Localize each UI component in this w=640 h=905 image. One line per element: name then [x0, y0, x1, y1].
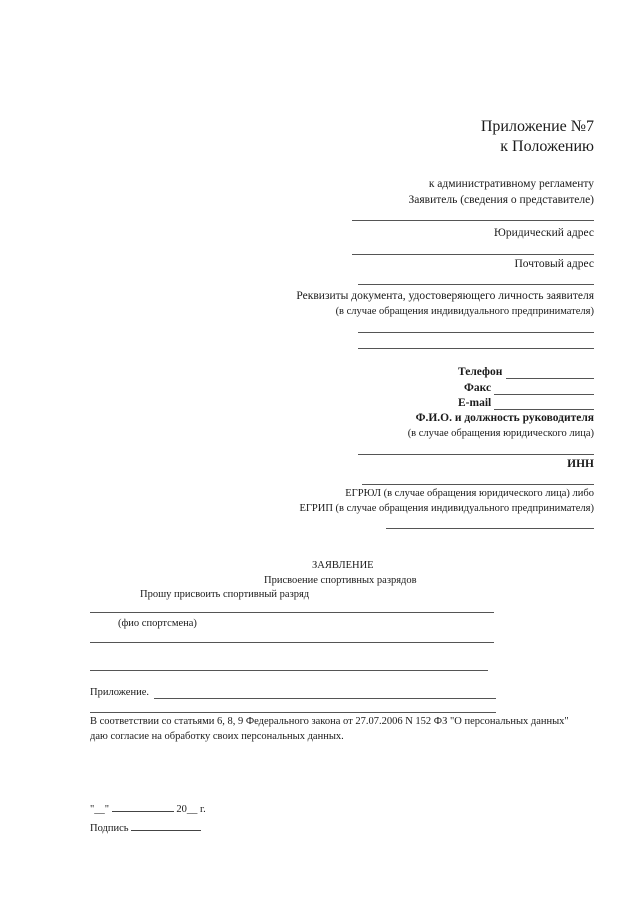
- phone-label: Телефон: [458, 366, 503, 378]
- postal-address-label: Почтовый адрес: [514, 258, 594, 270]
- consent-line-2: даю согласие на обработку своих персональных данных.: [90, 731, 344, 742]
- date-year-prefix: 20: [176, 804, 187, 815]
- athlete-line-2[interactable]: [90, 670, 488, 671]
- id-document-line-1[interactable]: [358, 332, 594, 333]
- phone-line[interactable]: [506, 378, 594, 379]
- signature-blank[interactable]: [131, 819, 201, 831]
- athlete-line-1[interactable]: [90, 642, 494, 643]
- date-year-suffix: __ г.: [186, 804, 206, 815]
- egrul-label: ЕГРЮЛ (в случае обращения юридического лица) либо: [345, 488, 594, 499]
- signature-label: Подпись: [90, 823, 129, 834]
- statement-title: ЗАЯВЛЕНИЕ: [312, 560, 374, 571]
- id-document-note: (в случае обращения индивидуального предпринимателя): [335, 306, 594, 317]
- inn-line[interactable]: [362, 484, 594, 485]
- statement-subtitle: Присвоение спортивных разрядов: [264, 575, 417, 586]
- attachment-label: Приложение.: [90, 687, 149, 698]
- legal-address-line[interactable]: [352, 254, 594, 255]
- date-open-quote: ": [90, 804, 95, 815]
- consent-line-1: В соответствии со статьями 6, 8, 9 Федерального закона от 27.07.2006 N 152 ФЗ "О персональных данных": [90, 716, 569, 727]
- id-document-label: Реквизиты документа, удостоверяющего личность заявителя: [296, 290, 594, 302]
- date-close-quote: ": [104, 804, 110, 815]
- applicant-label: Заявитель (сведения о представителе): [408, 194, 594, 206]
- applicant-line[interactable]: [352, 220, 594, 221]
- athlete-name-caption: (фио спортсмена): [118, 618, 197, 629]
- statement-request: Прошу присвоить спортивный разряд: [140, 589, 310, 600]
- head-name-line[interactable]: [358, 454, 594, 455]
- date-month-blank[interactable]: [112, 800, 174, 812]
- appendix-number: Приложение №7: [480, 118, 594, 135]
- head-name-note: (в случае обращения юридического лица): [407, 428, 594, 439]
- inn-label: ИНН: [567, 458, 594, 470]
- fax-label: Факс: [464, 382, 492, 394]
- email-line[interactable]: [494, 409, 594, 410]
- fax-line[interactable]: [494, 394, 594, 395]
- attachment-line[interactable]: [154, 698, 496, 699]
- head-name-label: Ф.И.О. и должность руководителя: [415, 412, 594, 424]
- date-field[interactable]: [90, 800, 206, 815]
- request-line[interactable]: [90, 612, 494, 613]
- id-document-line-2[interactable]: [358, 348, 594, 349]
- date-day: __: [94, 804, 105, 815]
- postal-address-line[interactable]: [358, 284, 594, 285]
- legal-address-label: Юридический адрес: [494, 227, 594, 239]
- to-regulation: к Положению: [500, 138, 594, 155]
- attachment-line-2[interactable]: [90, 712, 496, 713]
- egrip-line[interactable]: [386, 528, 594, 529]
- signature-field[interactable]: [90, 819, 201, 834]
- egrip-label: ЕГРИП (в случае обращения индивидуального предпринимателя): [299, 503, 594, 514]
- admin-regulation: к административному регламенту: [428, 178, 594, 190]
- email-label: E-mail: [458, 397, 492, 409]
